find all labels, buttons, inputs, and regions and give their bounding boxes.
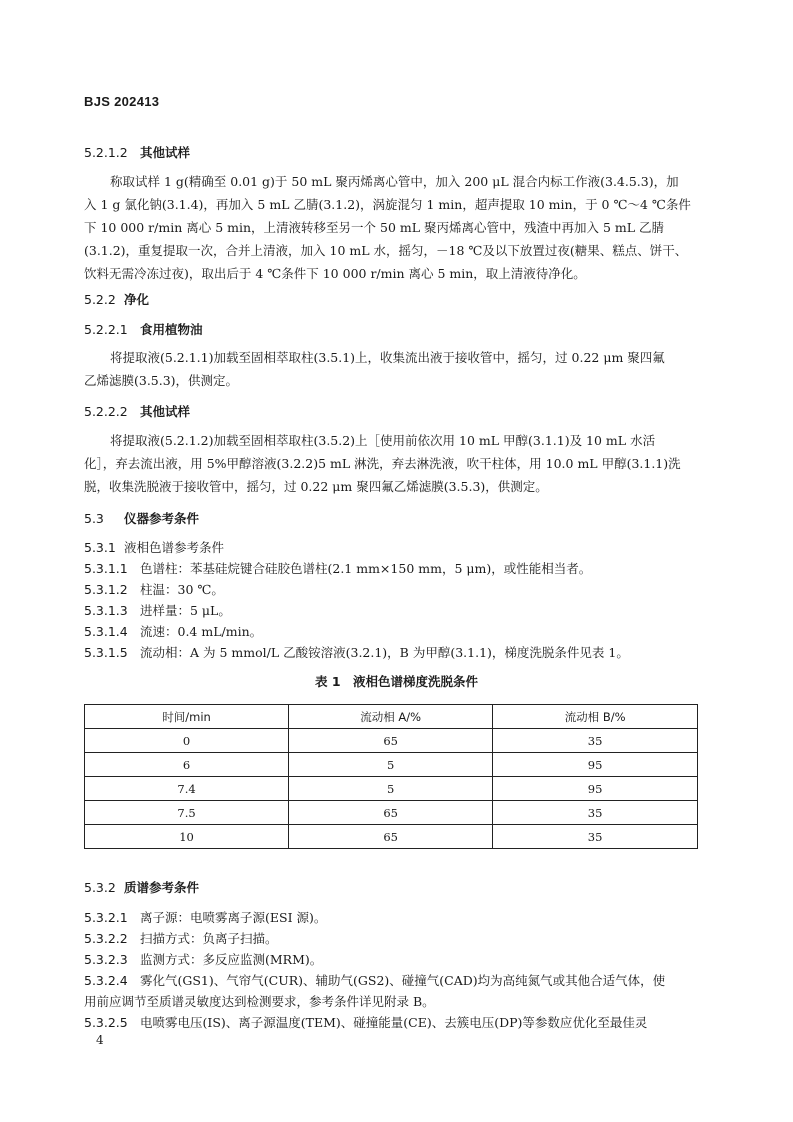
list-item (84, 601, 231, 619)
column-header-phase-a: 流动相 A/% (289, 705, 493, 729)
section-number: 5.3.2 (84, 880, 116, 895)
list-item-continuation (84, 992, 435, 1010)
table-cell: 95 (493, 753, 698, 777)
item-text: 扫描方式：负离子扫描。 (140, 931, 278, 946)
item-number: 5.3.2.1 (84, 910, 128, 925)
gradient-elution-table (84, 704, 698, 849)
section-title: 其他试样 (140, 404, 191, 419)
section-title: 净化 (124, 292, 150, 307)
list-item (84, 1013, 647, 1031)
section-heading-5-2-1-2 (84, 143, 190, 161)
section-title: 其他试样 (140, 145, 191, 160)
list-item (84, 559, 591, 577)
item-number: 5.3.1.5 (84, 645, 128, 660)
section-title: 食用植物油 (140, 322, 203, 337)
table-cell: 95 (493, 777, 698, 801)
table-row (85, 825, 698, 849)
table-cell: 5 (289, 753, 493, 777)
item-number: 5.3.2.2 (84, 931, 128, 946)
list-item (84, 580, 224, 598)
paragraph-line: 将提取液(5.2.1.2)加载至固相萃取柱(3.5.2)上［使用前依次用 10 mL 甲醇(3.1.1)及 10 mL 水活 (110, 433, 656, 448)
item-number: 5.3.2.3 (84, 952, 128, 967)
list-item (84, 643, 629, 661)
item-text: 流速：0.4 mL/min。 (140, 624, 263, 639)
subsection-5-3-1 (84, 538, 224, 556)
item-number: 5.3.2.5 (84, 1015, 128, 1030)
section-title: 质谱参考条件 (124, 880, 200, 895)
item-text: 用前应调节至质谱灵敏度达到检测要求，参考条件详见附录 B。 (84, 994, 435, 1009)
table-cell: 65 (289, 801, 493, 825)
table-cell: 6 (85, 753, 289, 777)
item-text: 离子源：电喷雾离子源(ESI 源)。 (140, 910, 327, 925)
table-cell: 5 (289, 777, 493, 801)
item-number: 5.3.1.1 (84, 561, 128, 576)
table-row (85, 753, 698, 777)
item-number: 5.3.2.4 (84, 973, 128, 988)
paragraph-line: 将提取液(5.2.1.1)加载至固相萃取柱(3.5.1)上，收集流出液于接收管中，摇匀，过 0.22 μm 聚四氟 (110, 350, 665, 365)
list-item (84, 908, 326, 926)
paragraph-line: 饮料无需冷冻过夜)，取出后于 4 ℃条件下 10 000 r/min 离心 5 min，取上清液待净化。 (84, 266, 586, 281)
paragraph-5-2-2-2 (84, 429, 698, 498)
section-heading-5-2-2 (84, 290, 149, 308)
table-cell: 65 (289, 825, 493, 849)
section-heading-5-3 (84, 509, 199, 527)
paragraph-line: 脱，收集洗脱液于接收管中，摇匀，过 0.22 μm 聚四氟乙烯滤膜(3.5.3)，供测定。 (84, 479, 548, 494)
section-number: 5.2.1.2 (84, 145, 128, 160)
list-item (84, 971, 665, 989)
list-item (84, 929, 278, 947)
section-heading-5-3-2 (84, 878, 199, 896)
table-row (85, 729, 698, 753)
item-text: 流动相：A 为 5 mmol/L 乙酸铵溶液(3.2.1)，B 为甲醇(3.1.1)，梯度洗脱条件见表 1。 (140, 645, 629, 660)
section-number: 5.2.2 (84, 292, 116, 307)
section-heading-5-2-2-2 (84, 402, 190, 420)
paragraph-line: (3.1.2)，重复提取一次，合并上清液，加入 10 mL 水，摇匀，－18 ℃及以下放置过夜(糖果、糕点、饼干、 (84, 243, 688, 258)
table-cell: 35 (493, 801, 698, 825)
table-caption: 表 1 液相色谱梯度洗脱条件 (314, 674, 479, 689)
page-number: 4 (96, 1033, 104, 1047)
list-item (84, 622, 262, 640)
table-row (85, 801, 698, 825)
item-text: 电喷雾电压(IS)、离子源温度(TEM)、碰撞能量(CE)、去簇电压(DP)等参数应优化至最佳灵 (140, 1015, 648, 1030)
section-number: 5.2.2.2 (84, 404, 128, 419)
table-cell: 7.4 (85, 777, 289, 801)
paragraph-line: 下 10 000 r/min 离心 5 min，上清液转移至另一个 50 mL 聚丙烯离心管中，残渣中再加入 5 mL 乙腈 (84, 220, 665, 235)
column-header-time: 时间/min (85, 705, 289, 729)
item-number: 5.3.1.2 (84, 582, 128, 597)
item-number: 5.3.1.3 (84, 603, 128, 618)
table-cell: 35 (493, 729, 698, 753)
section-title: 液相色谱参考条件 (124, 540, 225, 555)
section-number: 5.3.1 (84, 540, 116, 555)
paragraph-line: 化］，弃去流出液，用 5%甲醇溶液(3.2.2)5 mL 淋洗，弃去淋洗液，吹干柱体，用 10.0 mL 甲醇(3.1.1)洗 (84, 456, 681, 471)
paragraph-line: 称取试样 1 g(精确至 0.01 g)于 50 mL 聚丙烯离心管中，加入 200 μL 混合内标工作液(3.4.5.3)，加 (110, 174, 679, 189)
paragraph-line: 乙烯滤膜(3.5.3)，供测定。 (84, 373, 239, 388)
table-row (85, 777, 698, 801)
document-code: BJS 202413 (84, 94, 160, 109)
item-number: 5.3.1.4 (84, 624, 128, 639)
column-header-phase-b: 流动相 B/% (493, 705, 698, 729)
item-text: 监测方式：多反应监测(MRM)。 (140, 952, 323, 967)
section-number: 5.3 (84, 511, 104, 526)
table-cell: 7.5 (85, 801, 289, 825)
table-cell: 35 (493, 825, 698, 849)
item-text: 雾化气(GS1)、气帘气(CUR)、辅助气(GS2)、碰撞气(CAD)均为高纯氮气或其他合适气体，使 (140, 973, 666, 988)
section-title: 仪器参考条件 (124, 511, 200, 526)
table-cell: 65 (289, 729, 493, 753)
paragraph-5-2-2-1 (84, 346, 698, 392)
table-cell: 0 (85, 729, 289, 753)
item-text: 进样量：5 μL。 (140, 603, 231, 618)
table-cell: 10 (85, 825, 289, 849)
section-number: 5.2.2.1 (84, 322, 128, 337)
paragraph-5-2-1-2 (84, 170, 698, 285)
item-text: 色谱柱：苯基硅烷键合硅胶色谱柱(2.1 mm×150 mm，5 μm)，或性能相当者。 (140, 561, 592, 576)
paragraph-line: 入 1 g 氯化钠(3.1.4)，再加入 5 mL 乙腈(3.1.2)，涡旋混匀 1 min，超声提取 10 min，于 0 ℃～4 ℃条件 (84, 197, 691, 212)
section-heading-5-2-2-1 (84, 320, 203, 338)
item-text: 柱温：30 ℃。 (140, 582, 224, 597)
list-item (84, 950, 322, 968)
table-header-row (85, 705, 698, 729)
